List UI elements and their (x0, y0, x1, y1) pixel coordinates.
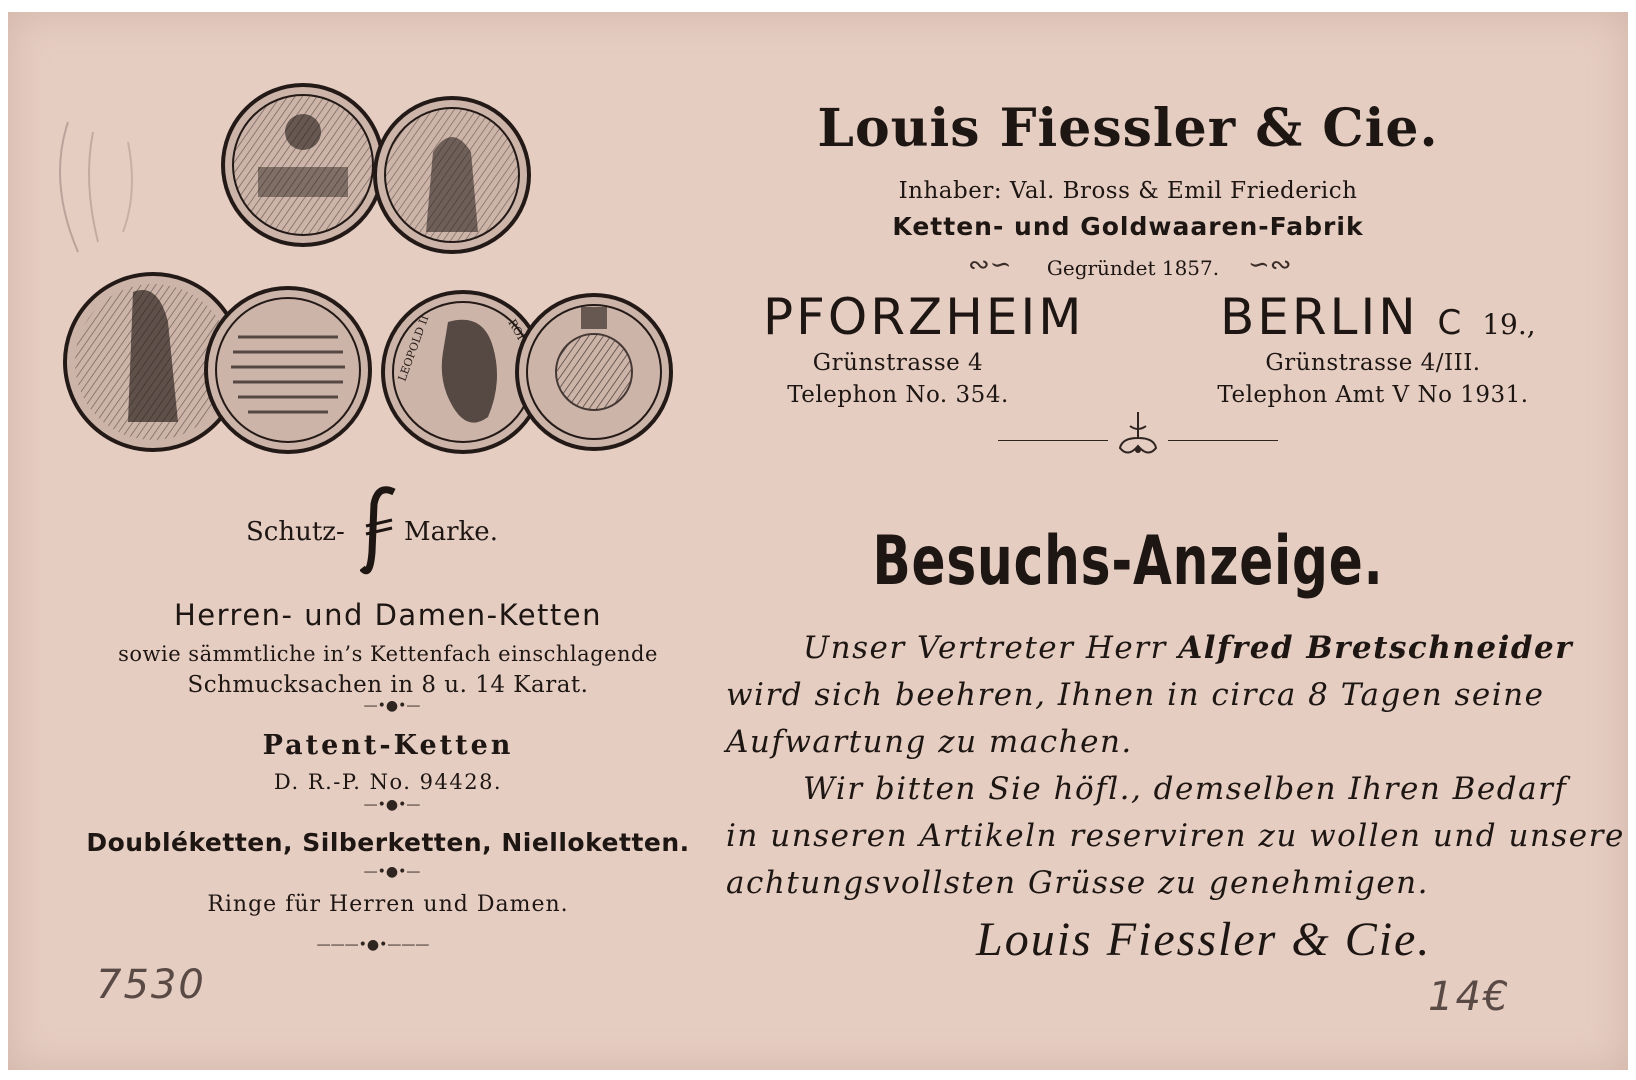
signature: Louis Fiessler & Cie. (976, 913, 1432, 966)
rings-line: Ringe für Herren und Damen. (207, 892, 569, 917)
berlin-address (1178, 347, 1568, 411)
owners: Inhaber: Val. Bross & Emil Friederich (898, 178, 1358, 204)
handwritten-note-right: 14€ (1428, 974, 1511, 1020)
trademark-right: Marke. (404, 517, 498, 547)
medal-globe (517, 295, 671, 449)
ornament-divider-1-icon: —•●•— (363, 698, 421, 714)
patent-heading: Patent-Ketten (262, 730, 514, 761)
factory-type: Ketten- und Goldwaaren-Fabrik (892, 212, 1364, 241)
trademark-symbol-icon (360, 482, 406, 582)
letter-intro: Unser Vertreter Herr (803, 630, 1167, 666)
pforzheim-address (748, 347, 1048, 411)
ornament-divider-3-icon: —•●•— (363, 864, 421, 880)
products-heading: Herren- und Damen-Ketten (173, 598, 603, 632)
trademark-left: Schutz- (246, 517, 345, 547)
flourish-right-icon: ∽∾ (1248, 250, 1292, 280)
document-title: Besuchs-Anzeige. (872, 522, 1384, 601)
letter-line-2: wird sich beehren, Ihnen in circa 8 Tagen seine (726, 677, 1545, 713)
products-line-2: sowie sämmtliche in’s Kettenfach einschlagende (118, 642, 658, 666)
city-pforzheim: PFORZHEIM (763, 288, 1085, 346)
handwritten-note-left: 7530 (96, 962, 206, 1008)
representative-name: Alfred Bretschneider (1178, 630, 1574, 666)
company-name: Louis Fiessler & Cie. (817, 98, 1439, 159)
city-berlin (1220, 288, 1536, 346)
medal-legend-right: ROI (505, 317, 528, 343)
letter-line-5: in unseren Artikeln reserviren zu wollen und unsere (726, 818, 1625, 854)
letter-line-1 (803, 630, 1573, 666)
letter-line-6: achtungsvollsten Grüsse zu genehmigen. (726, 865, 1429, 901)
medal-top-left (223, 85, 383, 245)
postcard (8, 12, 1628, 1070)
flourish-left-icon: ∾∽ (968, 250, 1012, 280)
pforzheim-street: Grünstrasse 4 (812, 350, 984, 376)
city-berlin-district-number: 19., (1482, 308, 1536, 341)
berlin-street: Grünstrasse 4/III. (1265, 350, 1481, 376)
city-berlin-name: BERLIN (1220, 288, 1419, 346)
medal-bottom-left-b (206, 288, 370, 452)
materials-line: Doubléketten, Silberketten, Nielloketten. (86, 828, 690, 857)
medal-top-right (375, 98, 529, 252)
founded-year: Gegründet 1857. (1046, 256, 1220, 280)
letter-line-3: Aufwartung zu machen. (726, 724, 1133, 760)
berlin-phone: Telephon Amt V No 1931. (1217, 382, 1529, 408)
ornament-divider-2-icon: —•●•— (363, 797, 421, 813)
fleuron-icon (1108, 408, 1168, 463)
medal-legend-left: LEOPOLD II (395, 313, 432, 384)
products-line-3: Schmucksachen in 8 u. 14 Karat. (187, 672, 589, 698)
divider-line-left (998, 440, 1108, 441)
pforzheim-phone: Telephon No. 354. (787, 382, 1009, 408)
letter-line-4: Wir bitten Sie höfl., demselben Ihren Bedarf (803, 771, 1568, 807)
ornament-divider-4-icon: ———•●•——— (316, 937, 430, 953)
city-berlin-district: C (1437, 303, 1464, 343)
patent-number: D. R.-P. No. 94428. (273, 770, 503, 794)
divider-line-right (1168, 440, 1278, 441)
medals-illustration (63, 82, 683, 462)
